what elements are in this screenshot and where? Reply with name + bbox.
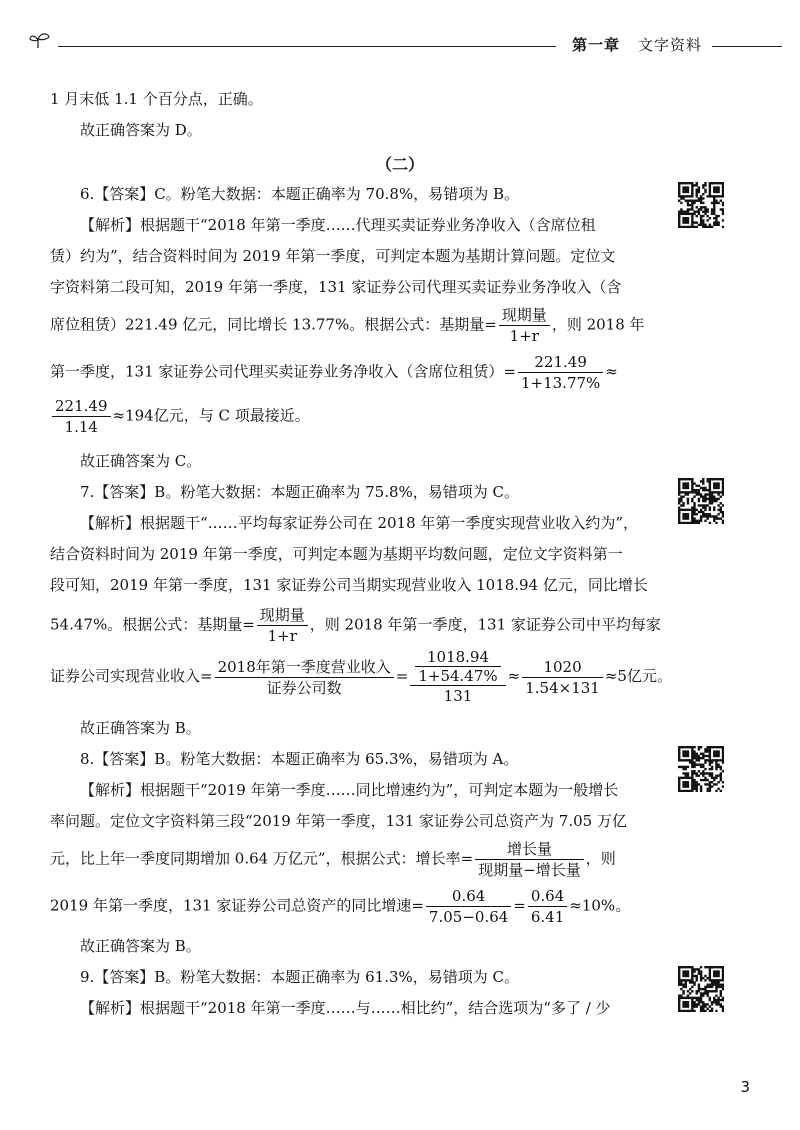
fraction: $\frac{\text{现期量}}{1+r}$ bbox=[257, 605, 308, 646]
page-number: 3 bbox=[740, 1078, 750, 1096]
answer-line: 7.【答案】B。粉笔大数据：本题正确率为 75.8%，易错项为 C。 bbox=[80, 483, 520, 501]
text-line: 赁）约为”，结合资料时间为 2019 年第一季度，可判定本题为基期计算问题。定位文 bbox=[50, 247, 616, 265]
fraction: $\frac{1018.94}{1+54.47\%}$ bbox=[415, 648, 500, 685]
fraction: $\frac{1020}{1.54\times 131}$ bbox=[522, 657, 603, 698]
formula-line: 54.47%。根据公式：基期量= $\frac{\text{现期量}}{1+r}$ ，则 2018 年第一季度，131 家证券公司中平均每家 bbox=[50, 606, 661, 645]
text-line: 段可知，2019 年第一季度，131 家证券公司当期实现营业收入 1018.94 亿元，同比增长 bbox=[50, 576, 648, 594]
header-rule-right bbox=[712, 46, 782, 47]
formula-line: $\frac{221.49}{1.14}$ ≈194亿元，与 C 项最接近。 bbox=[50, 396, 310, 437]
section-title: （二） bbox=[375, 155, 424, 174]
sprout-icon bbox=[28, 30, 56, 50]
qr-code-icon[interactable] bbox=[678, 746, 724, 792]
fraction: $\frac{\text{现期量}}{1+r}$ bbox=[499, 305, 550, 346]
fraction: $\frac{0.64}{7.05-0.64}$ bbox=[426, 886, 511, 927]
text-line: 结合资料时间为 2019 年第一季度，可判定本题为基期平均数问题，定位文字资料第一 bbox=[50, 545, 623, 563]
qr-code-icon[interactable] bbox=[678, 478, 724, 524]
fraction: $\frac{\text{增长量}}{\text{现期量−增长量}}$ bbox=[475, 839, 584, 880]
page-header bbox=[28, 30, 782, 54]
text-line: 故正确答案为 B。 bbox=[80, 937, 201, 955]
text-line: 故正确答案为 B。 bbox=[80, 719, 201, 737]
fraction: $\frac{221.49}{1.14}$ bbox=[52, 396, 111, 437]
qr-code-icon[interactable] bbox=[678, 182, 724, 228]
fraction: $\frac{\text{2018年第一季度营业收入}}{\text{证券公司数}}$ bbox=[215, 657, 394, 698]
formula-line: 证券公司实现营业收入= $\frac{\text{2018年第一季度营业收入}}{\text{证券公司数}}$ = $\frac{\frac{1018.94}{1+54.47\%}}{131}$ ≈ $\frac{1020}{1.54\times 131}$ ≈5亿元。 bbox=[50, 648, 672, 705]
formula-line: 2019 年第一季度，131 家证券公司总资产的同比增速= $\frac{0.64}{7.05-0.64}$ = $\frac{0.64}{6.41}$ ≈10%。 bbox=[50, 887, 631, 926]
qr-code-icon[interactable] bbox=[678, 966, 724, 1012]
answer-line: 6.【答案】C。粉笔大数据：本题正确率为 70.8%，易错项为 B。 bbox=[80, 185, 520, 203]
analysis-line: 【解析】根据题干“2019 年第一季度……同比增速约为”，可判定本题为一般增长 bbox=[80, 781, 619, 799]
text-line: 1 月末低 1.1 个百分点，正确。 bbox=[50, 90, 263, 108]
fraction: $\frac{221.49}{1+13.77\%}$ bbox=[518, 352, 603, 393]
formula-line: 元，比上年一季度同期增加 0.64 万亿元”，根据公式：增长率= $\frac{\text{增长量}}{\text{现期量−增长量}}$ ，则 bbox=[50, 840, 616, 879]
analysis-line: 【解析】根据题干“2018 年第一季度……代理买卖证券业务净收入（含席位租 bbox=[80, 216, 596, 234]
text-line: 故正确答案为 D。 bbox=[80, 121, 202, 139]
formula-line: 席位租赁）221.49 亿元，同比增长 13.77%。根据公式：基期量= $\frac{\text{现期量}}{1+r}$ ，则 2018 年 bbox=[50, 306, 645, 345]
fraction: $\frac{0.64}{6.41}$ bbox=[528, 886, 567, 927]
header-rule bbox=[58, 46, 556, 47]
text-line: 故正确答案为 C。 bbox=[80, 452, 202, 470]
analysis-line: 【解析】根据题干“……平均每家证券公司在 2018 年第一季度实现营业收入约为”， bbox=[80, 514, 639, 532]
text-line: 率问题。定位文字资料第三段“2019 年第一季度，131 家证券公司总资产为 7.05 万亿 bbox=[50, 812, 627, 830]
chapter-heading: 第一章 文字资料 bbox=[571, 36, 702, 54]
answer-line: 8.【答案】B。粉笔大数据：本题正确率为 65.3%，易错项为 A。 bbox=[80, 750, 519, 768]
nested-fraction: $\frac{\frac{1018.94}{1+54.47\%}}{131}$ bbox=[410, 648, 505, 706]
analysis-line: 【解析】根据题干“2018 年第一季度……与……相比约”，结合选项为“多了 / 少 bbox=[80, 999, 611, 1017]
answer-line: 9.【答案】B。粉笔大数据：本题正确率为 61.3%，易错项为 C。 bbox=[80, 968, 520, 986]
text-line: 字资料第二段可知，2019 年第一季度，131 家证券公司代理买卖证券业务净收入（含 bbox=[50, 278, 622, 296]
formula-line: 第一季度，131 家证券公司代理买卖证券业务净收入（含席位租赁）= $\frac{221.49}{1+13.77\%}$ ≈ bbox=[50, 353, 618, 392]
